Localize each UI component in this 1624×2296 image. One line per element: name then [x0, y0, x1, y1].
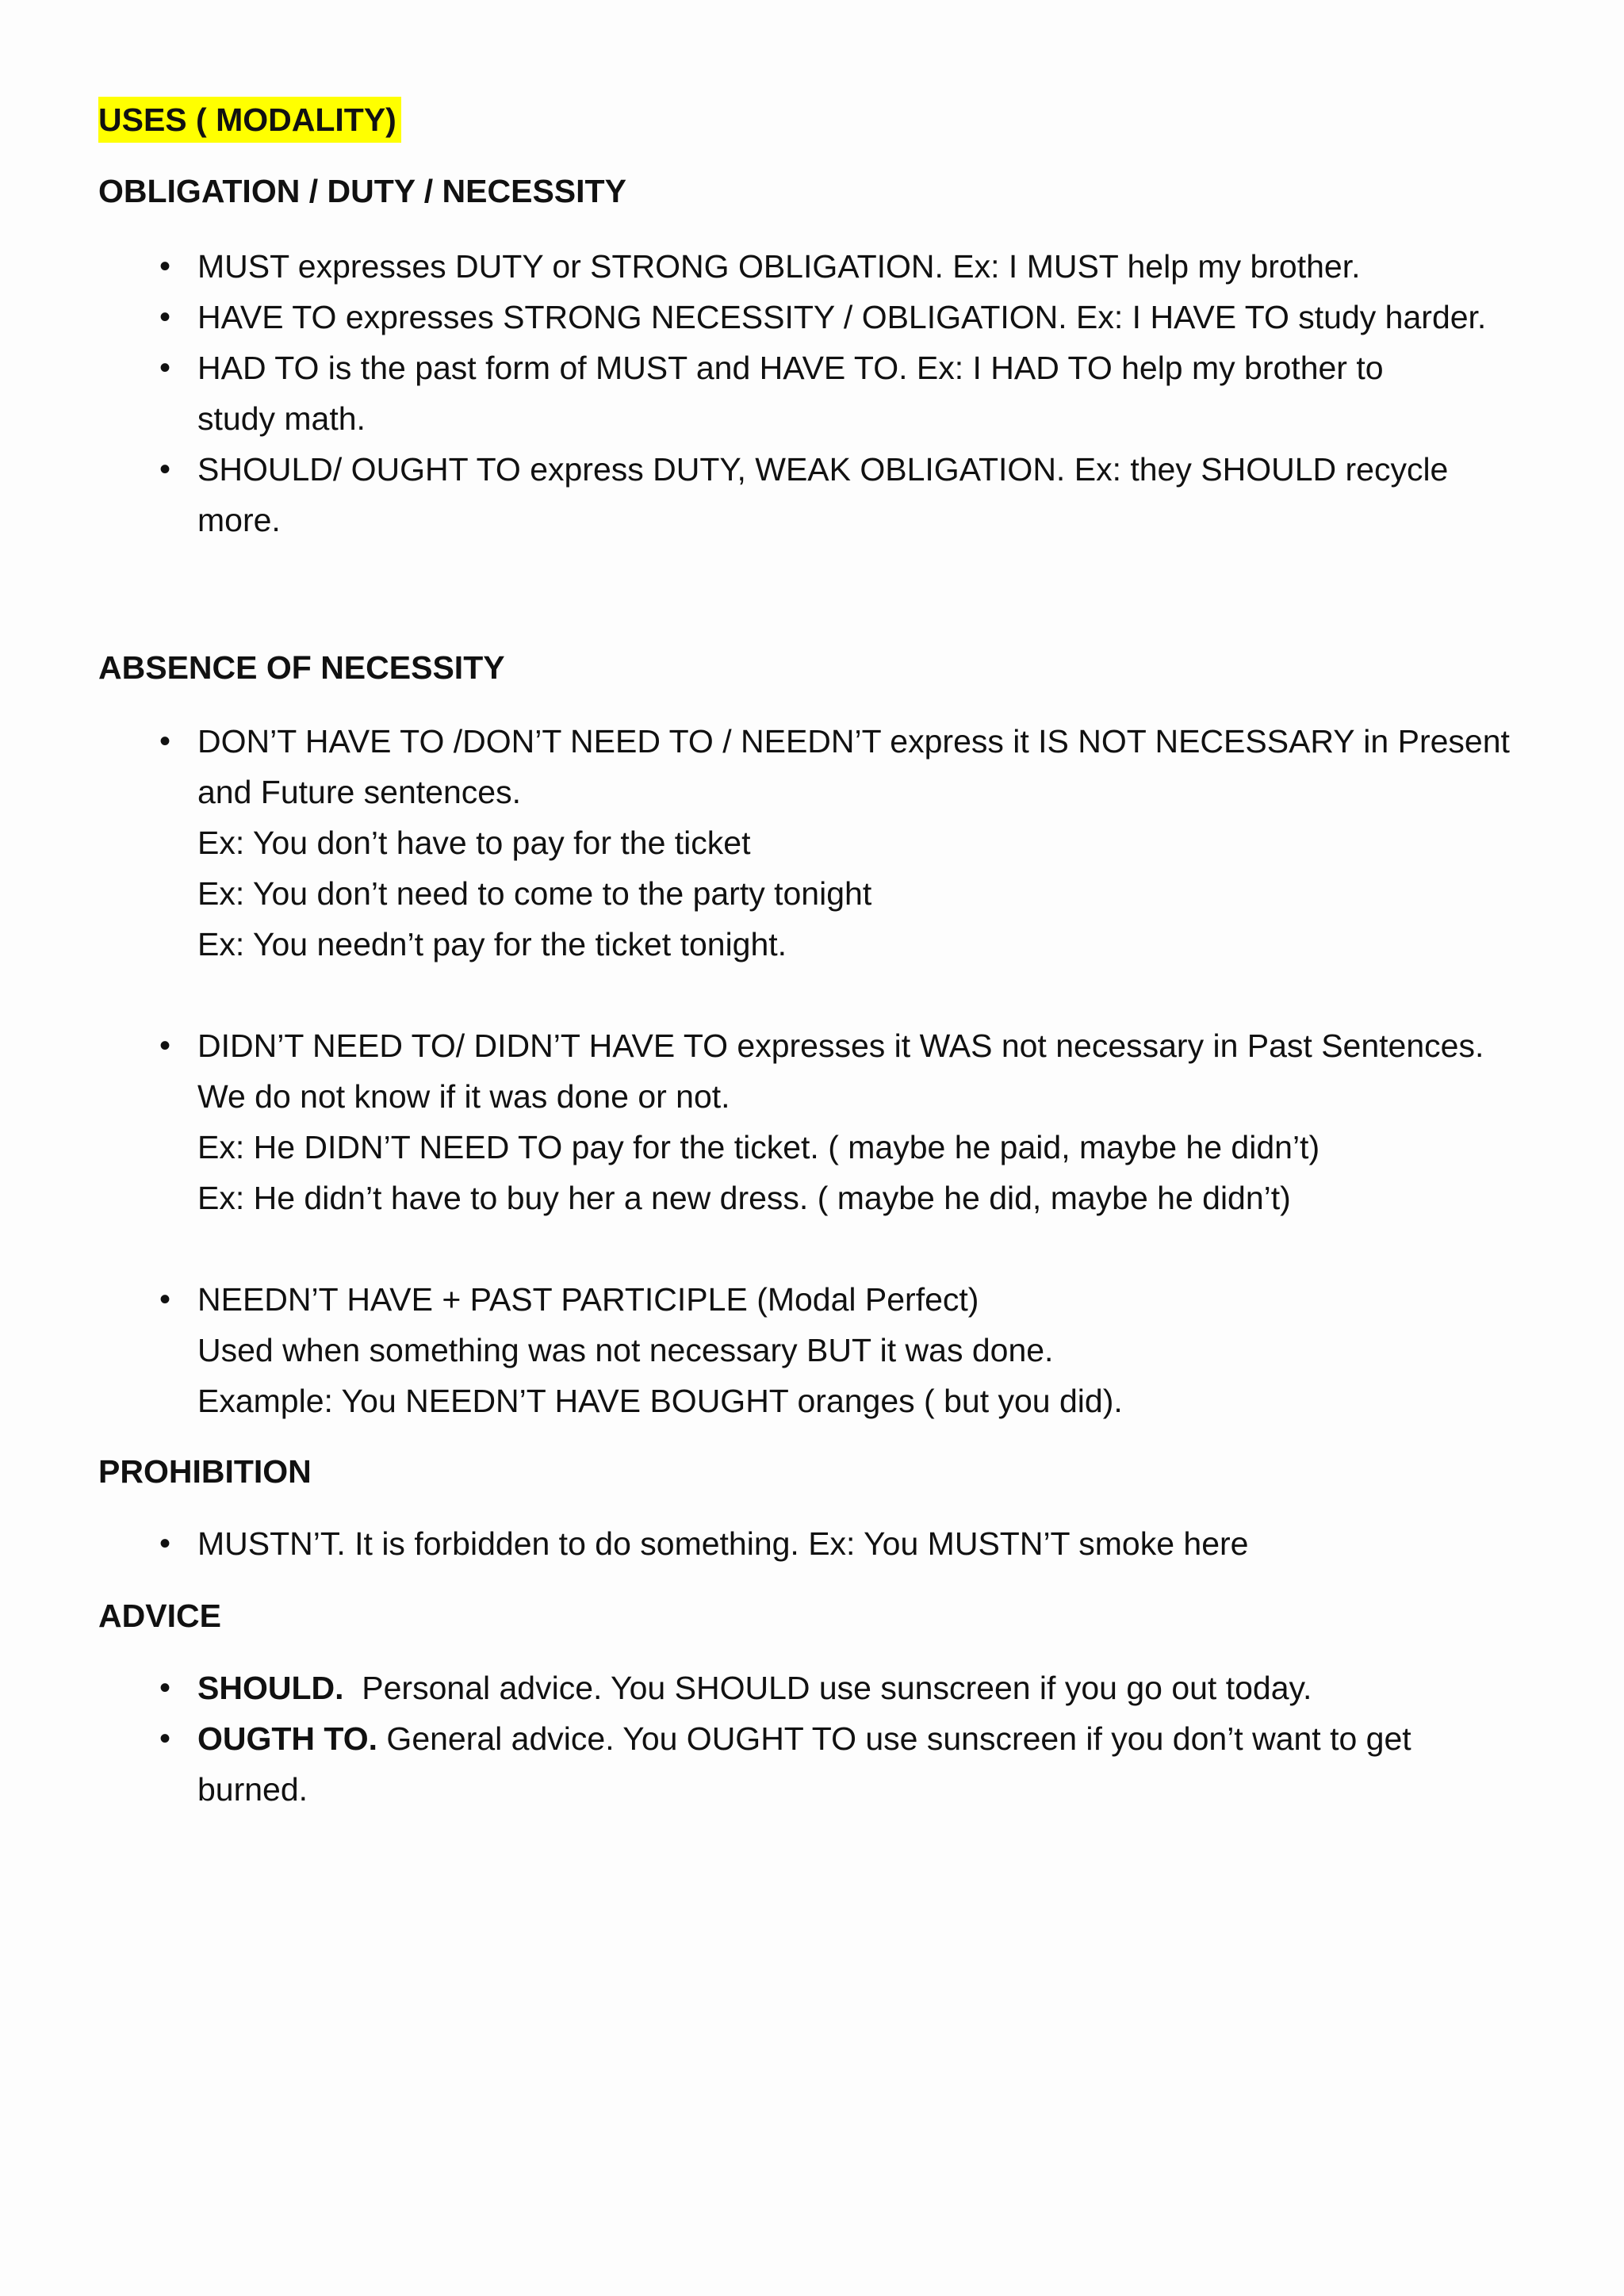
- item-line: study math.: [197, 400, 366, 437]
- absence-of-necessity-heading: ABSENCE OF NECESSITY: [98, 649, 505, 686]
- item-line: NEEDN’T HAVE + PAST PARTICIPLE (Modal Perfect): [197, 1281, 979, 1318]
- prohibition-list: [98, 1518, 1542, 1569]
- obligation-list: [98, 241, 1542, 545]
- advice-item-ought-to: [98, 1713, 1542, 1815]
- document-content: [98, 97, 1542, 1815]
- document-title: USES ( MODALITY): [98, 97, 401, 143]
- prohibition-heading: PROHIBITION: [98, 1453, 312, 1490]
- bullet-icon: •: [159, 1670, 170, 1705]
- item-line: MUST expresses DUTY or STRONG OBLIGATION. Ex: I MUST help my brother.: [197, 248, 1361, 285]
- bullet-icon: •: [159, 452, 170, 487]
- item-line: DON’T HAVE TO /DON’T NEED TO / NEEDN’T express it IS NOT NECESSARY in Present: [197, 723, 1510, 760]
- obligation-item-must: [98, 241, 1542, 292]
- prohibition-item-mustnt: [98, 1518, 1542, 1569]
- obligation-item-should: [98, 444, 1542, 545]
- obligation-heading: OBLIGATION / DUTY / NECESSITY: [98, 173, 626, 209]
- obligation-item-had-to: [98, 342, 1542, 444]
- example-line: Ex: He DIDN’T NEED TO pay for the ticket. ( maybe he paid, maybe he didn’t): [197, 1129, 1320, 1165]
- item-line: and Future sentences.: [197, 774, 521, 810]
- advice-heading: ADVICE: [98, 1598, 221, 1634]
- absence-item-neednt-have: [98, 1274, 1542, 1426]
- example-line: Ex: You don’t have to pay for the ticket: [197, 825, 751, 861]
- bullet-icon: •: [159, 350, 170, 385]
- bullet-icon: •: [159, 724, 170, 759]
- advice-label: OUGTH TO.: [197, 1720, 378, 1757]
- example-line: Ex: You needn’t pay for the ticket tonight.: [197, 926, 787, 962]
- bullet-icon: •: [159, 1526, 170, 1561]
- advice-list: [98, 1663, 1542, 1815]
- item-line: SHOULD/ OUGHT TO express DUTY, WEAK OBLIGATION. Ex: they SHOULD recycle: [197, 451, 1449, 488]
- item-line: DIDN’T NEED TO/ DIDN’T HAVE TO expresses it WAS not necessary in Past Sentences.: [197, 1027, 1484, 1064]
- bullet-icon: •: [159, 249, 170, 284]
- example-line: Ex: He didn’t have to buy her a new dress. ( maybe he did, maybe he didn’t): [197, 1180, 1291, 1216]
- absence-item-didnt-need-to: [98, 1020, 1542, 1223]
- item-line: [197, 1663, 1542, 1713]
- advice-item-should: [98, 1663, 1542, 1713]
- item-line: [197, 1713, 1542, 1764]
- item-line: HAVE TO expresses STRONG NECESSITY / OBLIGATION. Ex: I HAVE TO study harder.: [197, 299, 1487, 335]
- advice-label: SHOULD.: [197, 1670, 344, 1706]
- example-line: Example: You NEEDN’T HAVE BOUGHT oranges ( but you did).: [197, 1383, 1123, 1419]
- absence-list: [98, 716, 1542, 1426]
- bullet-icon: •: [159, 1028, 170, 1063]
- advice-text: General advice. You OUGHT TO use sunscreen if you don’t want to get: [377, 1720, 1411, 1757]
- item-line: HAD TO is the past form of MUST and HAVE TO. Ex: I HAD TO help my brother to: [197, 350, 1384, 386]
- advice-text: Personal advice. You SHOULD use sunscreen if you go out today.: [343, 1670, 1312, 1706]
- bullet-icon: •: [159, 300, 170, 335]
- item-line: more.: [197, 502, 281, 538]
- example-line: Ex: You don’t need to come to the party tonight: [197, 875, 872, 912]
- item-line: burned.: [197, 1771, 308, 1808]
- absence-item-dont-have-to: [98, 716, 1542, 970]
- item-line: We do not know if it was done or not.: [197, 1078, 730, 1115]
- bullet-icon: •: [159, 1721, 170, 1756]
- item-line: Used when something was not necessary BUT it was done.: [197, 1332, 1054, 1368]
- item-line: MUSTN’T. It is forbidden to do something. Ex: You MUSTN’T smoke here: [197, 1525, 1249, 1562]
- bullet-icon: •: [159, 1282, 170, 1317]
- obligation-item-have-to: [98, 292, 1542, 342]
